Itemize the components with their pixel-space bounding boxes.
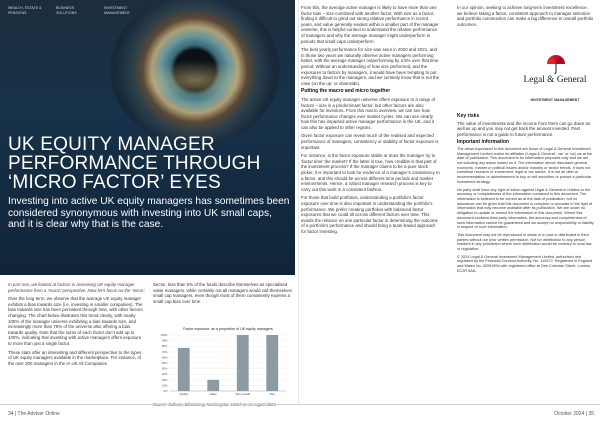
nav-item-wealth[interactable]: WEALTH, ESTATE & PENSIONS bbox=[8, 6, 42, 15]
y-tick-label: 90% bbox=[161, 338, 168, 343]
nav-item-investment[interactable]: INVESTMENT MANAGEMENT bbox=[104, 6, 130, 15]
key-risks-heading: Key risks bbox=[457, 113, 480, 119]
copyright-text: © 2024 Legal & General Investment Management Limited, authorised and regulated by the Financial Conduct Authority, No. 119272. Registered in England and Wales No. 02091894 with registered office at One Coleman Street, London, EC2R 5AA. bbox=[457, 254, 593, 273]
column-4 bbox=[457, 5, 594, 30]
bar bbox=[207, 380, 219, 391]
body-paragraph: Over the long term, we observe that the average UK equity manager exhibits a bias towards size (i.e. investing in smaller companies). The bias towards size has been persistent through time, with other factors changing. The chart below illustrates this trend clearly, with nearly 100% of the manager universe exhibiting a bias towards size, and increasingly more than 75% of the universe also offering a bias towards quality. Note that the sums of each factor don’t add up to 100%, indicating that investing with active managers offers exposure to more than just a single factor. bbox=[8, 296, 143, 346]
x-tick-label: Size bbox=[269, 392, 275, 396]
y-tick-label: 30% bbox=[161, 372, 168, 377]
bar bbox=[237, 335, 249, 391]
body-paragraph: Sector, less than 5% of the funds describe themselves as specialised value managers, while certainly not all managers would call themselves small cap managers, even though most of them consistently express a small cap bias over time. bbox=[153, 282, 292, 304]
y-tick-label: 40% bbox=[161, 366, 168, 371]
chart-svg bbox=[153, 325, 293, 401]
article-subtitle: Investing into active UK equity managers has sometimes been considered synonymous with investing into UK small caps, and it is clear why that is the case. bbox=[8, 196, 290, 231]
body-paragraph: The best yearly performance for size was seen in 2020 and 2021, and in those two years we naturally observe active managers performing better, with the average manager outperforming by 3.5% over that time period. Without an understanding of how size performed, and the exposures to factors by managers, it would have been tempting to put everything down to the managers, and we certainly know that is not the case (on the up- or downside). bbox=[301, 47, 440, 86]
logo-wordmark: Legal & General bbox=[523, 75, 587, 85]
y-tick-label: 10% bbox=[161, 383, 168, 388]
title-line: PERFORMANCE THROUGH bbox=[8, 153, 261, 174]
footer-left: 34 | The Adviser Online bbox=[8, 411, 60, 417]
y-tick-label: 70% bbox=[161, 349, 168, 354]
x-tick-label: Value bbox=[209, 392, 217, 396]
body-paragraph: For those that build portfolios, understanding a portfolio’s factor exposure over time is also important in understanding the portfolio’s performance. We prefer creating portfolios with balanced factor exposures that we could tilt across different factors over time. This avoids the reliance on one particular factor in determining the outcome of a portfolio’s performance and should bring a team-based approach for factor investing. bbox=[301, 195, 438, 234]
y-tick-label: 0% bbox=[163, 389, 168, 393]
lead-paragraph: In part one, we looked at factors in assessing UK equity manager performance from a ‘macro’ perspective. Now let’s focus on the ‘micro’. bbox=[8, 282, 146, 293]
important-info-text: No party shall have any right of action against Legal & General in relation to the accuracy or completeness of the information contained in this document. The information is believed to be correct as at the date of publication, but no assurance can be given that this document is complete or accurate in the light of information that may become available after its publication. We are under no obligation to update or amend the information in this document. Where this document contains third-party information, the accuracy and completeness of such information cannot be guaranteed and we accept no responsibility or liability in respect of such information. bbox=[457, 187, 594, 230]
body-paragraph: Given factor exposure can reveal much of the realised and expected performance of managers, consistency or stability of factor exposure is important. bbox=[301, 133, 439, 150]
important-info-text: The views expressed in this document are those of Legal & General Investment Management Limited and/or its affiliates (‘Legal & General’, ‘we’ or ‘us’) as at the date of publication. This document is for information purposes only and we are not soliciting any action based on it. The information above discusses general economic, market or political issues and/or industry or sector trends. It does not constitute research or investment, legal or tax advice. It is not an offer or recommendation or advertisement to buy or sell securities or pursue a particular investment strategy. bbox=[457, 146, 593, 184]
eye-glow bbox=[140, 60, 250, 100]
column-2 bbox=[153, 282, 293, 307]
bar bbox=[266, 335, 278, 391]
title-line: ‘MICRO FACTOR’ EYES bbox=[8, 172, 221, 193]
y-tick-label: 20% bbox=[161, 377, 168, 382]
y-tick-label: 100% bbox=[160, 333, 168, 337]
footer-right: October 2024 | 35 bbox=[554, 411, 594, 417]
section-nav bbox=[8, 6, 138, 15]
y-tick-label: 80% bbox=[161, 344, 168, 349]
umbrella-icon bbox=[545, 52, 567, 74]
page-gutter bbox=[298, 0, 299, 404]
legal-general-logo bbox=[515, 52, 595, 108]
important-info-heading: Important information bbox=[457, 139, 509, 146]
y-tick-label: 50% bbox=[161, 361, 168, 365]
factor-exposure-chart bbox=[153, 325, 293, 408]
title-line: UK EQUITY MANAGER bbox=[8, 134, 215, 155]
key-risks-text: The value of investments and the income from them can go down as well as up and you may not get back the amount invested. Past performance is not a guide to future performance. bbox=[457, 120, 591, 137]
article-title bbox=[8, 135, 292, 192]
body-paragraph: The active UK equity manager universe offers exposure to a range of factors – size is a predominant factor, but other factors are also available for investors. From this macro overview, we can see how factor performance changes over market cycles. We can see clearly how this has impacted active manager performance in the UK, and it can also be applied to other regions. bbox=[301, 96, 436, 130]
body-paragraph: For instance, is the factor exposure stable or does the manager try to ‘factor time’ the market? If the latter is true, how credible is that part of the investment process? If the manager claims to be a pure stock picker, it is important to look for evidence of a manager’s consistency to a factor, and this should be across different time periods and market environments. Hence, a robust manager research process is key to carry out this work in a consistent fashion. bbox=[301, 153, 440, 192]
y-tick-label: 60% bbox=[161, 355, 168, 360]
logo-tagline: INVESTMENT MANAGEMENT bbox=[530, 98, 580, 102]
body-paragraph: From this, the average active manager is likely to have more than one factor bias – size combined with another factor. With size as a factor, finding it difficult to grind out strong relative performance in recent years, and value generally evident within a smaller part of the manager universe, this is helpful context to understand the relative performance of managers and why the average manager might underperform in periods that small caps underperform. bbox=[301, 5, 439, 44]
x-tick-label: Size (small) bbox=[235, 392, 251, 396]
chart-title: Factor exposure, as a proportion of UK equity managers bbox=[183, 327, 273, 331]
x-tick-label: Quality bbox=[179, 392, 189, 396]
body-paragraph: These stats offer an interesting and different perspective to the types of UK equity managers available in the marketplace. For instance, of the over 200 managers in the IA UK All Companies bbox=[8, 349, 142, 366]
bar bbox=[178, 348, 190, 391]
intro-paragraph: In our opinion, seeking to achieve long-term investment excellence, we believe taking a factor, consistent approach to manager selection and portfolio construction can make a big difference in overall portfolio outcomes. bbox=[457, 5, 594, 27]
column-3 bbox=[301, 5, 441, 238]
chart-source: Source: Sullivan, Bloomberg, Morningstar, LGIM; as at August 2024 bbox=[153, 402, 276, 407]
column-1 bbox=[8, 282, 146, 369]
hero-banner bbox=[0, 0, 295, 275]
section-heading: Putting the macro and micro together bbox=[301, 88, 391, 95]
important-info-text: This document may not be reproduced in whole or in part or distributed to third parties without our prior written permission. Not for distribution to any person resident in any jurisdiction where such distribution would be contrary to local law or regulation. bbox=[457, 232, 592, 252]
page-footer bbox=[0, 404, 600, 421]
nav-item-business[interactable]: BUSINESS SOLUTIONS bbox=[56, 6, 77, 15]
disclaimer-block bbox=[457, 112, 594, 277]
